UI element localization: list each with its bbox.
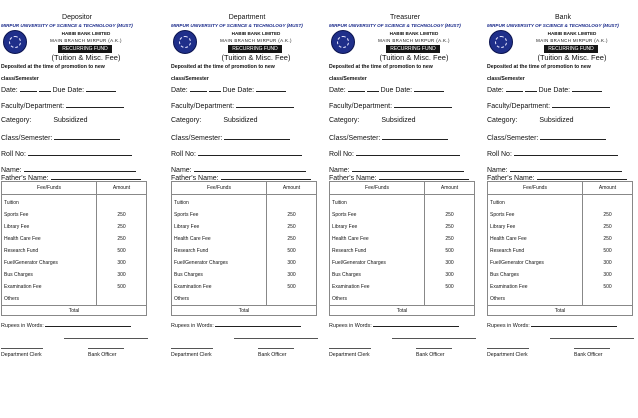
- amount-column-header: Amount: [425, 182, 475, 195]
- class-label: Class/Semester:: [171, 135, 223, 142]
- name-field[interactable]: [24, 165, 136, 172]
- fee-amount: 500: [583, 245, 633, 257]
- rupees-in-words-label: Rupees in Words:: [1, 323, 44, 329]
- fee-name: Research Fund: [2, 245, 97, 257]
- roll-field[interactable]: [28, 149, 132, 156]
- fee-row: [172, 281, 317, 293]
- bank-name: HABIB BANK LIMITED: [231, 31, 281, 36]
- rupees-in-words-field-2[interactable]: [392, 338, 476, 339]
- fee-row: [172, 195, 317, 210]
- total-label: Total: [2, 306, 147, 316]
- bank-name: HABIB BANK LIMITED: [389, 31, 439, 36]
- category-row: [329, 117, 481, 124]
- fee-amount: 300: [97, 269, 147, 281]
- fee-row: [2, 209, 147, 221]
- fee-row: [330, 209, 475, 221]
- bank-branch: MAIN BRANCH MIRPUR (A.K.): [378, 38, 450, 43]
- bank-branch: MAIN BRANCH MIRPUR (A.K.): [220, 38, 292, 43]
- deposit-note-line1: Deposited at the time of promotion to new: [171, 64, 275, 70]
- fee-amount: 300: [267, 257, 317, 269]
- due-date-label: Due Date:: [222, 87, 255, 94]
- fee-name: Sports Fee: [488, 209, 583, 221]
- roll-label: Roll No:: [171, 151, 196, 158]
- category-row: [171, 117, 323, 124]
- class-row: [171, 133, 323, 142]
- recurring-fund-badge: RECURRING FUND: [544, 45, 598, 53]
- fee-row: [488, 293, 633, 306]
- class-field[interactable]: [224, 133, 290, 140]
- total-label: Total: [330, 306, 475, 316]
- fee-amount: [425, 293, 475, 306]
- date-field-2[interactable]: [367, 85, 379, 92]
- bank-officer-signature-line[interactable]: [416, 348, 452, 349]
- fee-amount: [583, 293, 633, 306]
- fee-name: Examination Fee: [488, 281, 583, 293]
- fee-table: [171, 181, 317, 316]
- roll-row: [329, 149, 481, 158]
- date-field[interactable]: [20, 85, 37, 92]
- fee-row: [488, 245, 633, 257]
- faculty-field[interactable]: [394, 101, 452, 108]
- category-value: Subsidized: [381, 117, 416, 124]
- challan-copy-department: [171, 0, 323, 418]
- fee-row: [2, 269, 147, 281]
- fee-name: Library Fee: [330, 221, 425, 233]
- fee-amount: 500: [97, 281, 147, 293]
- bank-name: HABIB BANK LIMITED: [61, 31, 111, 36]
- deposit-note-line2: class/Semester: [487, 76, 525, 82]
- name-field[interactable]: [194, 165, 306, 172]
- fee-row: [172, 209, 317, 221]
- category-value: Subsidized: [53, 117, 88, 124]
- fee-name: Fuel/Generator Charges: [172, 257, 267, 269]
- amount-column-header: Amount: [97, 182, 147, 195]
- due-date-field[interactable]: [572, 85, 602, 92]
- rupees-in-words-label: Rupees in Words:: [487, 323, 530, 329]
- fee-amount: 300: [425, 257, 475, 269]
- name-field[interactable]: [510, 165, 622, 172]
- fee-amount: [425, 195, 475, 210]
- name-label: Name:: [329, 167, 350, 174]
- fee-type-title: (Tuition & Misc. Fee): [51, 53, 121, 62]
- faculty-field[interactable]: [552, 101, 610, 108]
- rupees-in-words-field-2[interactable]: [234, 338, 318, 339]
- fee-name: Tuition: [488, 195, 583, 210]
- fee-name: Fuel/Generator Charges: [2, 257, 97, 269]
- category-value: Subsidized: [539, 117, 574, 124]
- fee-amount: 300: [97, 257, 147, 269]
- fee-row: [330, 293, 475, 306]
- fee-amount: 300: [267, 269, 317, 281]
- roll-field[interactable]: [198, 149, 302, 156]
- fee-amount: 250: [425, 209, 475, 221]
- challan-copy-depositor: [1, 0, 153, 418]
- recurring-fund-badge: RECURRING FUND: [58, 45, 112, 53]
- university-name: MIRPUR UNIVERSITY OF SCIENCE & TECHNOLOGY (MUST): [487, 23, 619, 28]
- bank-officer-label: Bank Officer: [416, 352, 445, 358]
- challan-copy-treasurer: [329, 0, 481, 418]
- department-clerk-signature-line[interactable]: [329, 348, 371, 349]
- fee-name: Library Fee: [2, 221, 97, 233]
- fee-row: [2, 293, 147, 306]
- class-label: Class/Semester:: [487, 135, 539, 142]
- due-date-field[interactable]: [256, 85, 286, 92]
- faculty-field[interactable]: [66, 101, 124, 108]
- rupees-in-words-row: [171, 322, 323, 329]
- fee-name: Health Care Fee: [2, 233, 97, 245]
- category-row: [1, 117, 153, 124]
- fee-type-title: (Tuition & Misc. Fee): [537, 53, 607, 62]
- roll-label: Roll No:: [487, 151, 512, 158]
- fee-row: [2, 221, 147, 233]
- rupees-in-words-field[interactable]: [531, 322, 617, 327]
- fee-row: [330, 245, 475, 257]
- date-label: Date:: [487, 87, 504, 94]
- fee-name: Research Fund: [330, 245, 425, 257]
- fee-row: [488, 269, 633, 281]
- fee-name: Fuel/Generator Charges: [330, 257, 425, 269]
- fee-amount: 500: [267, 281, 317, 293]
- date-field[interactable]: [348, 85, 365, 92]
- fee-amount: [267, 293, 317, 306]
- deposit-note-line1: Deposited at the time of promotion to new: [329, 64, 433, 70]
- fee-name: Tuition: [172, 195, 267, 210]
- roll-row: [1, 149, 153, 158]
- fee-row: [172, 257, 317, 269]
- copy-label: Depositor: [62, 14, 92, 21]
- roll-field[interactable]: [514, 149, 618, 156]
- recurring-fund-badge: RECURRING FUND: [228, 45, 282, 53]
- challan-copy-bank: [487, 0, 638, 418]
- date-label: Date:: [171, 87, 188, 94]
- fee-table-header: [488, 182, 633, 195]
- fee-amount: 250: [267, 233, 317, 245]
- faculty-label: Faculty/Department:: [1, 103, 65, 110]
- department-clerk-label: Department Clerk: [487, 352, 528, 358]
- date-label: Date:: [1, 87, 18, 94]
- fee-name: Others: [330, 293, 425, 306]
- fee-name: Research Fund: [488, 245, 583, 257]
- fee-row: [330, 269, 475, 281]
- date-label: Date:: [329, 87, 346, 94]
- rupees-in-words-label: Rupees in Words:: [329, 323, 372, 329]
- fee-row: [330, 221, 475, 233]
- class-row: [1, 133, 153, 142]
- bank-name: HABIB BANK LIMITED: [547, 31, 597, 36]
- fee-total-row: [330, 306, 475, 316]
- deposit-note: [1, 61, 151, 85]
- category-label: Category:: [329, 117, 360, 124]
- deposit-note-line1: Deposited at the time of promotion to new: [487, 64, 591, 70]
- category-label: Category:: [171, 117, 202, 124]
- fee-row: [2, 195, 147, 210]
- fee-amount: 250: [267, 209, 317, 221]
- name-label: Name:: [171, 167, 192, 174]
- fee-name: Examination Fee: [2, 281, 97, 293]
- department-clerk-signature-line[interactable]: [1, 348, 43, 349]
- fee-row: [2, 281, 147, 293]
- fee-name: Bus Charges: [172, 269, 267, 281]
- rupees-in-words-field[interactable]: [373, 322, 459, 327]
- faculty-field[interactable]: [236, 101, 294, 108]
- fee-amount: 250: [425, 221, 475, 233]
- class-field[interactable]: [382, 133, 448, 140]
- fee-total-row: [172, 306, 317, 316]
- fee-table-header: [2, 182, 147, 195]
- fee-row: [172, 293, 317, 306]
- roll-row: [171, 149, 323, 158]
- fee-table-body: [488, 195, 633, 306]
- fee-table-header: [172, 182, 317, 195]
- fee-row: [330, 233, 475, 245]
- faculty-label: Faculty/Department:: [329, 103, 393, 110]
- class-label: Class/Semester:: [329, 135, 381, 142]
- department-clerk-label: Department Clerk: [1, 352, 42, 358]
- fee-name: Fuel/Generator Charges: [488, 257, 583, 269]
- rupees-in-words-label: Rupees in Words:: [171, 323, 214, 329]
- fee-name: Bus Charges: [488, 269, 583, 281]
- fee-amount: [97, 293, 147, 306]
- roll-label: Roll No:: [1, 151, 26, 158]
- fee-column-header: Fee/Funds: [488, 182, 583, 195]
- rupees-in-words-row: [329, 322, 481, 329]
- date-field-2[interactable]: [209, 85, 221, 92]
- father-label: Father's Name:: [487, 175, 535, 182]
- fee-table: [329, 181, 475, 316]
- bank-officer-signature-line[interactable]: [574, 348, 610, 349]
- fee-name: Sports Fee: [2, 209, 97, 221]
- fee-name: Bus Charges: [330, 269, 425, 281]
- fee-amount: 250: [97, 221, 147, 233]
- name-label: Name:: [1, 167, 22, 174]
- name-field[interactable]: [352, 165, 464, 172]
- class-row: [487, 133, 638, 142]
- fee-row: [488, 257, 633, 269]
- total-label: Total: [488, 306, 633, 316]
- fee-row: [330, 257, 475, 269]
- bank-officer-signature-line[interactable]: [88, 348, 124, 349]
- faculty-row: [171, 101, 323, 110]
- deposit-note: [171, 61, 321, 85]
- bank-branch: MAIN BRANCH MIRPUR (A.K.): [536, 38, 608, 43]
- date-field-2[interactable]: [39, 85, 51, 92]
- faculty-row: [487, 101, 638, 110]
- fee-amount: 250: [583, 233, 633, 245]
- department-clerk-label: Department Clerk: [329, 352, 370, 358]
- fee-name: Tuition: [330, 195, 425, 210]
- amount-column-header: Amount: [267, 182, 317, 195]
- category-value: Subsidized: [223, 117, 258, 124]
- father-label: Father's Name:: [1, 175, 49, 182]
- roll-field[interactable]: [356, 149, 460, 156]
- father-label: Father's Name:: [171, 175, 219, 182]
- fee-name: Bus Charges: [2, 269, 97, 281]
- class-field[interactable]: [54, 133, 120, 140]
- fee-row: [2, 245, 147, 257]
- fee-name: Sports Fee: [330, 209, 425, 221]
- fee-row: [488, 221, 633, 233]
- fee-amount: [97, 195, 147, 210]
- fee-amount: 300: [583, 257, 633, 269]
- fee-row: [488, 195, 633, 210]
- fee-total-row: [488, 306, 633, 316]
- rupees-in-words-field[interactable]: [45, 322, 131, 327]
- fee-row: [488, 281, 633, 293]
- fee-row: [172, 221, 317, 233]
- amount-column-header: Amount: [583, 182, 633, 195]
- date-row: [1, 85, 153, 94]
- bank-officer-label: Bank Officer: [258, 352, 287, 358]
- fee-row: [172, 245, 317, 257]
- fee-row: [488, 233, 633, 245]
- due-date-field[interactable]: [414, 85, 444, 92]
- roll-row: [487, 149, 638, 158]
- fee-name: Health Care Fee: [330, 233, 425, 245]
- father-label: Father's Name:: [329, 175, 377, 182]
- fee-table-body: [330, 195, 475, 306]
- fee-amount: 250: [425, 233, 475, 245]
- roll-label: Roll No:: [329, 151, 354, 158]
- fee-name: Examination Fee: [330, 281, 425, 293]
- father-field[interactable]: [379, 173, 469, 180]
- fee-table: [487, 181, 633, 316]
- due-date-label: Due Date:: [380, 87, 413, 94]
- fee-amount: 250: [97, 233, 147, 245]
- deposit-note-line2: class/Semester: [1, 76, 39, 82]
- date-field[interactable]: [506, 85, 523, 92]
- date-row: [171, 85, 323, 94]
- university-name: MIRPUR UNIVERSITY OF SCIENCE & TECHNOLOGY (MUST): [171, 23, 303, 28]
- faculty-label: Faculty/Department:: [487, 103, 551, 110]
- recurring-fund-badge: RECURRING FUND: [386, 45, 440, 53]
- fee-amount: 250: [267, 221, 317, 233]
- department-clerk-signature-line[interactable]: [171, 348, 213, 349]
- father-field[interactable]: [51, 173, 141, 180]
- date-row: [487, 85, 638, 94]
- copy-label: Bank: [555, 14, 571, 21]
- fee-amount: 500: [425, 245, 475, 257]
- fee-row: [172, 269, 317, 281]
- fee-name: Tuition: [2, 195, 97, 210]
- fee-amount: [267, 195, 317, 210]
- faculty-row: [1, 101, 153, 110]
- bank-officer-label: Bank Officer: [88, 352, 117, 358]
- fee-amount: 250: [97, 209, 147, 221]
- university-name: MIRPUR UNIVERSITY OF SCIENCE & TECHNOLOGY (MUST): [329, 23, 461, 28]
- fee-name: Examination Fee: [172, 281, 267, 293]
- copy-label: Department: [228, 14, 266, 21]
- class-row: [329, 133, 481, 142]
- fee-row: [488, 209, 633, 221]
- deposit-note-line2: class/Semester: [171, 76, 209, 82]
- department-clerk-label: Department Clerk: [171, 352, 212, 358]
- bank-officer-label: Bank Officer: [574, 352, 603, 358]
- rupees-in-words-field-2[interactable]: [64, 338, 148, 339]
- category-label: Category:: [1, 117, 32, 124]
- fee-name: Others: [2, 293, 97, 306]
- fee-amount: 500: [267, 245, 317, 257]
- fee-column-header: Fee/Funds: [330, 182, 425, 195]
- fee-amount: 250: [583, 209, 633, 221]
- fee-amount: [583, 195, 633, 210]
- copy-label: Treasurer: [389, 14, 421, 21]
- fee-name: Health Care Fee: [488, 233, 583, 245]
- fee-table-body: [172, 195, 317, 306]
- fee-name: Health Care Fee: [172, 233, 267, 245]
- fee-row: [172, 233, 317, 245]
- date-field[interactable]: [190, 85, 207, 92]
- university-name: MIRPUR UNIVERSITY OF SCIENCE & TECHNOLOGY (MUST): [1, 23, 133, 28]
- fee-name: Library Fee: [488, 221, 583, 233]
- fee-type-title: (Tuition & Misc. Fee): [379, 53, 449, 62]
- fee-name: Research Fund: [172, 245, 267, 257]
- fee-column-header: Fee/Funds: [2, 182, 97, 195]
- department-clerk-signature-line[interactable]: [487, 348, 529, 349]
- deposit-note-line2: class/Semester: [329, 76, 367, 82]
- fee-row: [2, 257, 147, 269]
- father-field[interactable]: [537, 173, 627, 180]
- fee-name: Sports Fee: [172, 209, 267, 221]
- fee-amount: 500: [425, 281, 475, 293]
- fee-name: Others: [172, 293, 267, 306]
- deposit-note: [487, 61, 637, 85]
- fee-table: [1, 181, 147, 316]
- faculty-row: [329, 101, 481, 110]
- deposit-note: [329, 61, 479, 85]
- due-date-field[interactable]: [86, 85, 116, 92]
- fee-amount: 250: [583, 221, 633, 233]
- fee-row: [2, 233, 147, 245]
- fee-amount: 500: [583, 281, 633, 293]
- category-label: Category:: [487, 117, 518, 124]
- total-label: Total: [172, 306, 317, 316]
- father-field[interactable]: [221, 173, 311, 180]
- name-label: Name:: [487, 167, 508, 174]
- deposit-note-line1: Deposited at the time of promotion to new: [1, 64, 105, 70]
- category-row: [487, 117, 638, 124]
- fee-total-row: [2, 306, 147, 316]
- fee-amount: 500: [97, 245, 147, 257]
- due-date-label: Due Date:: [538, 87, 571, 94]
- faculty-label: Faculty/Department:: [171, 103, 235, 110]
- fee-row: [330, 281, 475, 293]
- fee-name: Others: [488, 293, 583, 306]
- class-field[interactable]: [540, 133, 606, 140]
- fee-table-body: [2, 195, 147, 306]
- date-row: [329, 85, 481, 94]
- fee-amount: 300: [583, 269, 633, 281]
- rupees-in-words-field[interactable]: [215, 322, 301, 327]
- rupees-in-words-row: [487, 322, 638, 329]
- due-date-label: Due Date:: [52, 87, 85, 94]
- bank-officer-signature-line[interactable]: [258, 348, 294, 349]
- bank-branch: MAIN BRANCH MIRPUR (A.K.): [50, 38, 122, 43]
- rupees-in-words-field-2[interactable]: [550, 338, 634, 339]
- rupees-in-words-row: [1, 322, 153, 329]
- fee-name: Library Fee: [172, 221, 267, 233]
- fee-table-header: [330, 182, 475, 195]
- fee-type-title: (Tuition & Misc. Fee): [221, 53, 291, 62]
- fee-row: [330, 195, 475, 210]
- class-label: Class/Semester:: [1, 135, 53, 142]
- fee-column-header: Fee/Funds: [172, 182, 267, 195]
- fee-amount: 300: [425, 269, 475, 281]
- date-field-2[interactable]: [525, 85, 537, 92]
